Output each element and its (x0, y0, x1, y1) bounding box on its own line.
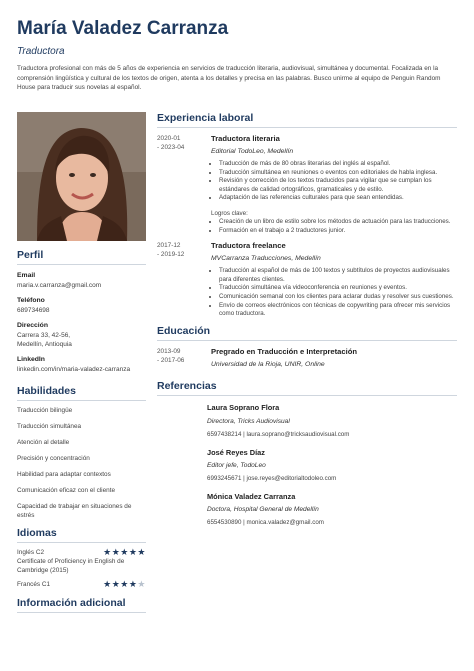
job-duties-list (219, 267, 457, 319)
reference-contact: 6993245671 | jose.reyes@editorialtodoleo.com (207, 474, 337, 482)
skills-heading: Habilidades (17, 385, 146, 401)
skill-item: Comunicación eficaz con el cliente (17, 487, 116, 494)
list-item: • Revisión y corrección de los textos traducidos para vigilar que se cumplan los estándares de calidad ortográficos, gramaticales y de estilo. (219, 177, 457, 194)
job-duties-list (219, 160, 457, 203)
date-end: - 2017-06 (157, 356, 185, 364)
language-item (17, 580, 146, 589)
rating-stars-icon: ★★★★★ (103, 579, 146, 589)
rating-stars-icon: ★★★★★ (103, 547, 146, 557)
skill-item: Traducción simultánea (17, 423, 82, 430)
experience-heading: Experiencia laboral (157, 112, 457, 128)
resume-header (17, 18, 457, 93)
phone-label: Teléfono (17, 297, 45, 304)
education-heading: Educación (157, 325, 457, 341)
summary-text: Traductora profesional con más de 5 años de experiencia en servicios de traducción literaria, audiovisual, simultánea y documental. Focalizada en la comprensión lingüística y cultural de los textos de origen, atenta a los detalles y precisa en las palabras. Busco unirme al equipo de Penguin Random House para traducir sus novelas al español. (17, 65, 441, 92)
reference-contact: 6554530890 | monica.valadez@gmail.com (207, 518, 324, 526)
experience-entry (157, 134, 457, 235)
job-organization: MVCarranza Traducciones, Medellín (211, 255, 321, 263)
list-item: • Traducción de más de 80 obras literarias del inglés al español. (219, 160, 457, 169)
address-label: Dirección (17, 322, 48, 329)
reference-name: José Reyes Díaz (207, 447, 265, 457)
languages-heading: Idiomas (17, 527, 146, 543)
email-label: Email (17, 272, 36, 279)
skill-item: Capacidad de trabajar en situaciones de estrés (17, 503, 132, 519)
profile-photo (17, 112, 146, 241)
list-item: • Traducción al español de más de 100 textos y subtítulos de proyectos audiovisuales para diferentes clientes. (219, 267, 457, 284)
achievements-list (219, 218, 457, 235)
list-item: • Envío de correos electrónicos con técnicas de copywriting para ofrecer mis servicios como traductora. (219, 302, 457, 319)
left-column (17, 112, 146, 613)
skills-list (17, 406, 146, 520)
education-entry (157, 347, 457, 370)
reference-item (207, 492, 457, 527)
skill-item: Atención al detalle (17, 439, 70, 446)
list-item: • Adaptación de las referencias culturales para que sean entendidas. (219, 194, 457, 203)
language-name: Francés C1 (17, 581, 51, 588)
email-value[interactable]: maria.v.carranza@gmail.com (17, 282, 102, 289)
list-item: • Traducción simultánea vía videoconferencia en reuniones y eventos. (219, 284, 457, 293)
date-start: 2013-09 (157, 347, 181, 355)
references-list (207, 403, 457, 527)
reference-organization: Directora, Tricks Audiovisual (207, 417, 290, 425)
job-title: Traductora (17, 46, 65, 57)
list-item: • Traducción simultánea en reuniones o eventos con editoriales de habla inglesa. (219, 169, 457, 178)
degree-title: Pregrado en Traducción e Interpretación (211, 346, 358, 356)
entry-dates (157, 241, 211, 319)
job-title: Traductora freelance (211, 241, 286, 251)
portrait-image (17, 112, 146, 241)
language-detail: Certificate of Proficiency in English de Cambridge (2015) (17, 558, 125, 574)
phone-value: 689734698 (17, 307, 50, 314)
job-organization: Editorial TodoLeo, Medellín (211, 148, 294, 155)
language-item (17, 548, 146, 575)
skill-item: Habilidad para adaptar contextos (17, 471, 111, 478)
date-start: 2017-12 (157, 242, 181, 250)
entry-dates (157, 347, 211, 370)
date-end: - 2023-04 (157, 144, 185, 151)
institution-name: Universidad de la Rioja, UNIR, Online (211, 360, 325, 368)
reference-item (207, 403, 457, 439)
date-end: - 2019-12 (157, 251, 185, 259)
list-item: • Comunicación semanal con los clientes para aclarar dudas y resolver sus cuestiones. (219, 293, 457, 302)
right-column (157, 112, 457, 527)
address-line-2: Medellín, Antioquia (17, 341, 72, 348)
additional-info-heading: Información adicional (17, 597, 146, 613)
date-start: 2020-01 (157, 135, 181, 142)
skill-item: Precisión y concentración (17, 455, 90, 462)
reference-item (207, 448, 457, 483)
experience-entry (157, 241, 457, 319)
entry-dates (157, 134, 211, 235)
reference-contact: 6597438214 | laura.soprano@tricksaudiovisual.com (207, 430, 350, 438)
job-title: Traductora literaria (211, 134, 280, 143)
skill-item: Traducción bilingüe (17, 407, 73, 414)
language-name: Inglés C2 (17, 549, 44, 556)
address-line-1: Carrera 33, 42-56, (17, 332, 71, 339)
linkedin-label: LinkedIn (17, 356, 45, 363)
candidate-name: María Valadez Carranza (17, 18, 229, 39)
reference-name: Laura Soprano Flora (207, 402, 280, 412)
reference-name: Mónica Valadez Carranza (207, 491, 296, 501)
reference-organization: Editor jefe, TodoLeo (207, 461, 266, 469)
achievements-label: Logros clave: (211, 209, 248, 217)
profile-heading: Perfil (17, 249, 146, 265)
list-item: • Creación de un libro de estilo sobre los métodos de actuación para las traducciones. (219, 218, 457, 227)
list-item: • Formación en el trabajo a 2 traductores junior. (219, 227, 457, 236)
references-heading: Referencias (157, 380, 457, 396)
linkedin-value[interactable]: linkedin.com/in/maria-valadez-carranza (17, 366, 131, 373)
reference-organization: Doctora, Hospital General de Medellín (207, 505, 319, 513)
